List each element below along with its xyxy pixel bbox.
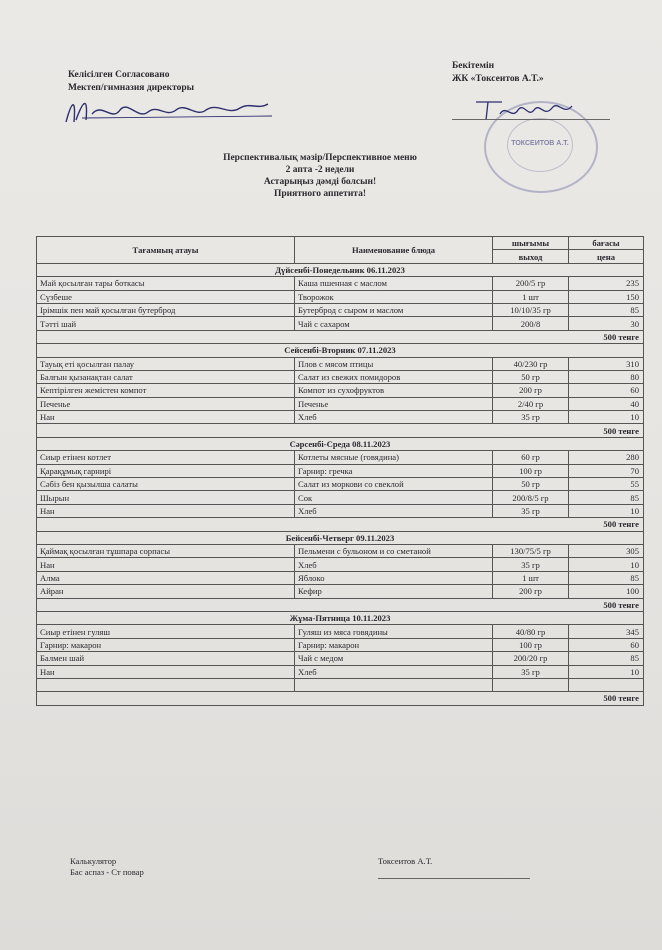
company-stamp-text: ТОКСЕИТОВ А.Т. (511, 140, 569, 147)
dish-kz: Қарақұмық гарнирі (37, 464, 295, 477)
table-row (37, 665, 644, 678)
dish-ru: Хлеб (295, 558, 493, 571)
table-row (37, 290, 644, 303)
dish-yield: 100 гр (493, 638, 569, 651)
dish-kz: Алма (37, 571, 295, 584)
table-row (37, 411, 644, 424)
dish-yield: 10/10/35 гр (493, 303, 569, 316)
dish-kz: Май қосылған тары боткасы (37, 277, 295, 290)
table-row (37, 558, 644, 571)
dish-yield: 1 шт (493, 571, 569, 584)
dish-ru: Чай с медом (295, 652, 493, 665)
dish-kz: Тәтті шай (37, 317, 295, 330)
day-header-row (37, 437, 644, 450)
dish-yield: 100 гр (493, 464, 569, 477)
table-row (37, 277, 644, 290)
footer-signatory: Токсеитов А.Т. (378, 856, 433, 866)
menu-period: 2 апта -2 недели (285, 165, 355, 175)
day-title: Сәрсенбі-Среда 08.11.2023 (37, 437, 644, 450)
dish-price: 280 (569, 451, 644, 464)
dish-price: 85 (569, 303, 644, 316)
day-total: 500 тенге (37, 424, 644, 437)
table-row (37, 625, 644, 638)
approval-left-title: Келісілген Согласовано (68, 70, 170, 80)
dish-yield: 40/230 гр (493, 357, 569, 370)
menu-greeting-kz: Астарыңыз дәмді болсын! (263, 177, 377, 187)
dish-price: 30 (569, 317, 644, 330)
dish-yield: 60 гр (493, 451, 569, 464)
dish-price: 310 (569, 357, 644, 370)
day-total: 500 тенге (37, 518, 644, 531)
table-row (37, 478, 644, 491)
dish-yield: 35 гр (493, 558, 569, 571)
dish-ru: Салат из моркови со свеклой (295, 478, 493, 491)
dish-yield: 200 гр (493, 384, 569, 397)
day-total: 500 тенге (37, 692, 644, 705)
dish-yield: 2/40 гр (493, 397, 569, 410)
dish-kz: Сәбіз бен қызылша салаты (37, 478, 295, 491)
day-total: 500 тенге (37, 598, 644, 611)
column-header-ru: Наименование блюда (295, 237, 493, 264)
column-header-price-ru: цена (569, 250, 644, 263)
dish-ru: Хлеб (295, 411, 493, 424)
dish-kz: Балмен шай (37, 652, 295, 665)
dish-price: 345 (569, 625, 644, 638)
dish-kz: Қаймақ қосылған тұшпара сорпасы (37, 544, 295, 557)
day-header-row (37, 531, 644, 544)
day-title: Сейсенбі-Вторник 07.11.2023 (37, 344, 644, 357)
total-row (37, 330, 644, 343)
dish-yield: 200/5 гр (493, 277, 569, 290)
dish-yield: 200/20 гр (493, 652, 569, 665)
table-row (37, 638, 644, 651)
dish-kz: Печенье (37, 397, 295, 410)
table-row (37, 571, 644, 584)
dish-kz: Ірімшік пен май қосылған бутерброд (37, 303, 295, 316)
dish-yield: 200 гр (493, 585, 569, 598)
dish-ru: Сок (295, 491, 493, 504)
table-row (37, 491, 644, 504)
approval-block-right (452, 60, 544, 86)
day-title: Дүйсенбі-Понедельник 06.11.2023 (37, 263, 644, 276)
dish-yield: 35 гр (493, 504, 569, 517)
dish-price: 100 (569, 585, 644, 598)
approval-right-entity: ЖК «Токсеитов А.Т.» (452, 74, 544, 84)
dish-price: 235 (569, 277, 644, 290)
dish-kz: Нан (37, 558, 295, 571)
table-row (37, 317, 644, 330)
table-row (37, 384, 644, 397)
dish-price: 60 (569, 638, 644, 651)
dish-price: 10 (569, 411, 644, 424)
total-row (37, 598, 644, 611)
approval-left-position: Мектеп/гимназия директоры (68, 83, 195, 93)
table-row (37, 544, 644, 557)
dish-ru: Гарнир: гречка (295, 464, 493, 477)
dish-kz: Балғын қызанақтан салат (37, 370, 295, 383)
approver-signature-line (452, 119, 610, 120)
table-row (37, 303, 644, 316)
day-header-row (37, 263, 644, 276)
dish-yield: 200/8 (493, 317, 569, 330)
dish-ru: Гуляш из мяса говядины (295, 625, 493, 638)
day-title: Бейсенбі-Четверг 09.11.2023 (37, 531, 644, 544)
total-row (37, 424, 644, 437)
total-row (37, 692, 644, 705)
menu-title-line: Перспективалық мәзір/Перспективное меню (223, 153, 417, 163)
footer-calculator-label: Калькулятор (70, 856, 117, 866)
dish-kz: Нан (37, 504, 295, 517)
dish-price: 55 (569, 478, 644, 491)
column-header-kz: Тағамның атауы (37, 237, 295, 264)
dish-ru: Хлеб (295, 665, 493, 678)
dish-kz: Гарнир: макарон (37, 638, 295, 651)
dish-price: 10 (569, 665, 644, 678)
dish-price: 80 (569, 370, 644, 383)
dish-price: 150 (569, 290, 644, 303)
dish-yield: 35 гр (493, 665, 569, 678)
dish-ru: Бутерброд с сыром и маслом (295, 303, 493, 316)
table-row (37, 652, 644, 665)
table-row (37, 370, 644, 383)
column-header-yield-kz: шығымы (493, 237, 569, 250)
table-row (37, 451, 644, 464)
dish-ru: Пельмени с бульоном и со сметаной (295, 544, 493, 557)
dish-ru: Гарнир: макарон (295, 638, 493, 651)
empty-row (37, 678, 644, 691)
column-header-price-kz: бағасы (569, 237, 644, 250)
dish-yield: 1 шт (493, 290, 569, 303)
table-header-row (37, 237, 644, 250)
dish-yield: 50 гр (493, 370, 569, 383)
footer-signature-line (378, 878, 530, 879)
dish-price: 85 (569, 652, 644, 665)
column-header-yield-ru: выход (493, 250, 569, 263)
day-title: Жұма-Пятница 10.11.2023 (37, 611, 644, 624)
table-row (37, 504, 644, 517)
dish-ru: Плов с мясом птицы (295, 357, 493, 370)
day-header-row (37, 344, 644, 357)
dish-kz: Сиыр етінен гуляш (37, 625, 295, 638)
table-row (37, 464, 644, 477)
dish-kz: Айран (37, 585, 295, 598)
table-row (37, 585, 644, 598)
dish-kz: Тауық еті қосылған палау (37, 357, 295, 370)
dish-ru: Печенье (295, 397, 493, 410)
dish-ru: Яблоко (295, 571, 493, 584)
dish-ru: Творожок (295, 290, 493, 303)
dish-ru: Хлеб (295, 504, 493, 517)
menu-title (180, 152, 460, 200)
approval-right-title: Бекітемін (452, 61, 495, 71)
dish-yield: 50 гр (493, 478, 569, 491)
dish-ru: Каша пшенная с маслом (295, 277, 493, 290)
dish-ru: Кефир (295, 585, 493, 598)
dish-price: 60 (569, 384, 644, 397)
dish-yield: 35 гр (493, 411, 569, 424)
dish-price: 40 (569, 397, 644, 410)
dish-price: 10 (569, 504, 644, 517)
footer-chef-label: Бас аспаз - Ст повар (70, 867, 144, 877)
dish-ru: Салат из свежих помидоров (295, 370, 493, 383)
dish-yield: 40/80 гр (493, 625, 569, 638)
dish-kz: Шырын (37, 491, 295, 504)
day-header-row (37, 611, 644, 624)
director-signature (62, 92, 277, 130)
total-row (37, 518, 644, 531)
dish-kz: Сүзбеше (37, 290, 295, 303)
table-row (37, 357, 644, 370)
dish-kz: Нан (37, 411, 295, 424)
dish-price: 10 (569, 558, 644, 571)
dish-ru: Компот из сухофруктов (295, 384, 493, 397)
dish-kz: Кептірілген жемістен компот (37, 384, 295, 397)
dish-price: 70 (569, 464, 644, 477)
dish-yield: 200/8/5 гр (493, 491, 569, 504)
menu-table (36, 236, 644, 706)
dish-ru: Чай с сахаром (295, 317, 493, 330)
dish-yield: 130/75/5 гр (493, 544, 569, 557)
dish-price: 305 (569, 544, 644, 557)
footer-calculator-block (70, 856, 144, 878)
menu-greeting-ru: Приятного аппетита! (273, 189, 366, 199)
dish-price: 85 (569, 571, 644, 584)
dish-kz: Нан (37, 665, 295, 678)
dish-ru: Котлеты мясные (говядина) (295, 451, 493, 464)
dish-price: 85 (569, 491, 644, 504)
table-row (37, 397, 644, 410)
day-total: 500 тенге (37, 330, 644, 343)
dish-kz: Сиыр етінен котлет (37, 451, 295, 464)
